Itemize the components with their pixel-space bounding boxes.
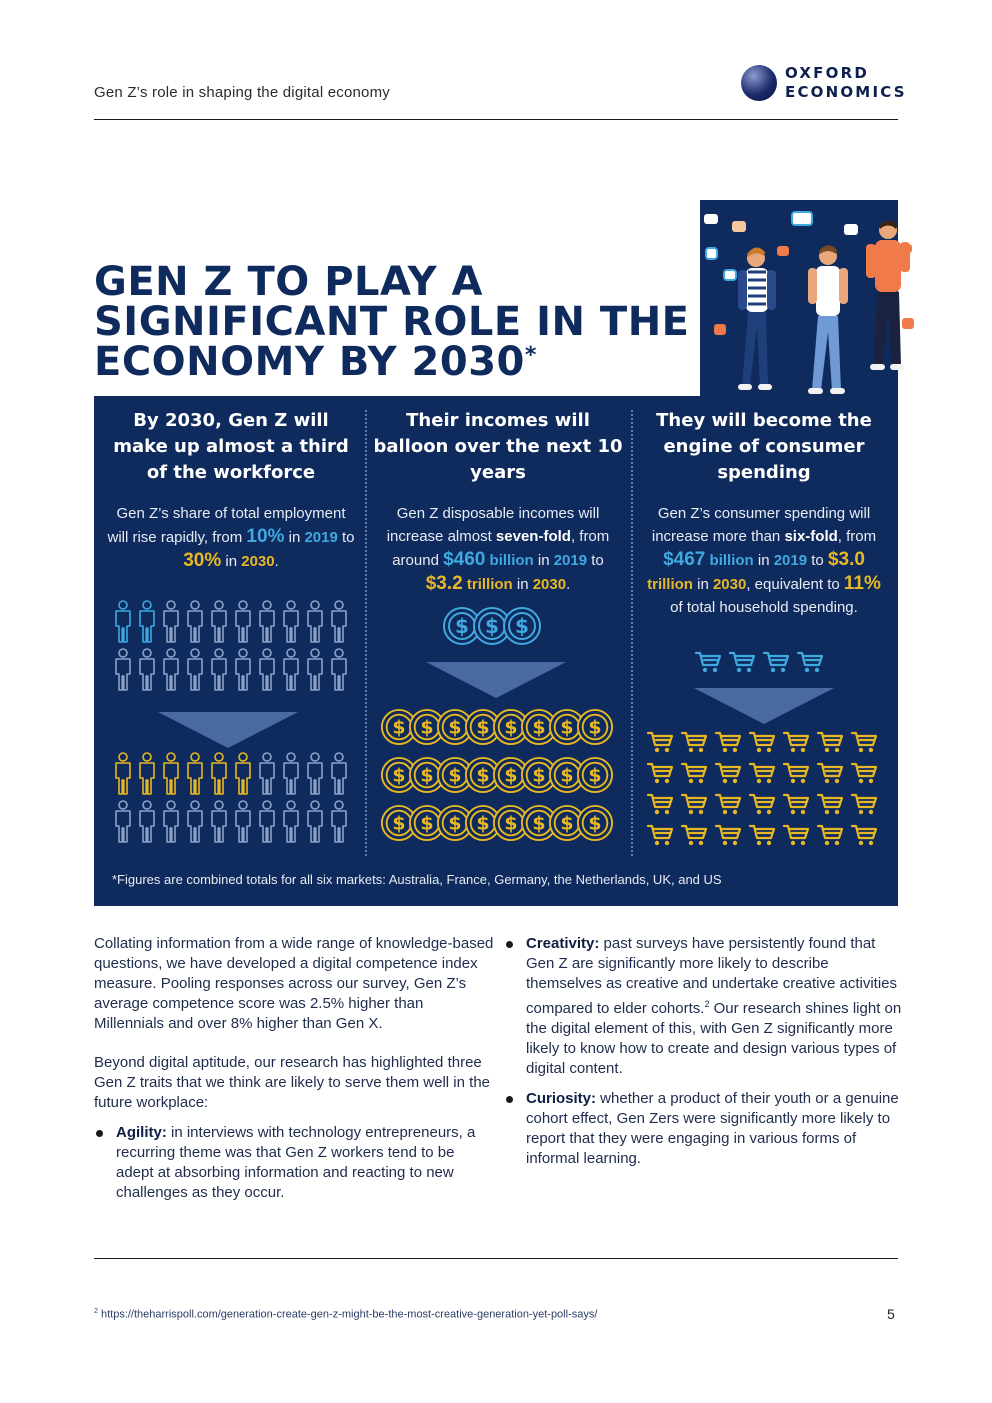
person-icon xyxy=(232,648,254,697)
person-icon xyxy=(232,800,254,849)
svg-text:$: $ xyxy=(448,716,462,739)
coin-icon xyxy=(502,606,542,651)
infographic-panel xyxy=(94,396,898,906)
person-icon xyxy=(112,800,134,849)
cart-icon xyxy=(748,823,776,852)
workforce-2019-grid xyxy=(112,600,352,692)
coin-icon xyxy=(576,756,614,799)
svg-text:$: $ xyxy=(448,764,462,787)
cart-icon xyxy=(796,650,824,679)
cart-icon xyxy=(748,761,776,790)
footnote-link[interactable]: https://theharrispoll.com/generation-create-gen-z-might-be-the-most-creative-generation-yet-poll-says/ xyxy=(100,1308,598,1321)
income-column xyxy=(372,408,624,596)
person-icon xyxy=(112,752,134,801)
column-divider xyxy=(631,410,633,856)
svg-text:$: $ xyxy=(392,812,406,835)
person-icon xyxy=(184,648,206,697)
cart-icon xyxy=(728,650,756,679)
person-icon xyxy=(184,800,206,849)
running-header: Gen Z’s role in shaping the digital economy xyxy=(94,84,390,101)
income-2019-coins xyxy=(442,606,552,650)
cart-icon xyxy=(680,792,708,821)
spending-2030-carts xyxy=(646,730,890,854)
cart-icon xyxy=(782,792,810,821)
svg-text:$: $ xyxy=(504,716,518,739)
person-icon xyxy=(136,648,158,697)
svg-text:$: $ xyxy=(588,764,602,787)
cart-icon xyxy=(850,823,878,852)
person-icon xyxy=(280,648,302,697)
person-icon xyxy=(304,600,326,649)
cart-icon xyxy=(850,792,878,821)
workforce-heading: By 2030, Gen Z will make up almost a third of the workforce xyxy=(113,410,349,483)
spending-heading: They will become the engine of consumer spending xyxy=(656,410,872,483)
page-number: 5 xyxy=(887,1306,895,1322)
hero-title: GEN Z TO PLAY A SIGNIFICANT ROLE IN THE ECONOMY BY 2030* xyxy=(94,259,690,385)
spending-text: Gen Z’s consumer spending will increase more than six-fold, from $467 billion in 2019 to $3.0 trillion in 2030, equivalent to 11% of total household spending. xyxy=(647,505,881,616)
cart-icon xyxy=(782,823,810,852)
footnote: $^2$ https://theharrispoll.com/generation-create-gen-z-might-be-the-most-creative-generation-yet-poll-says/ xyxy=(94,1308,598,1321)
cart-icon xyxy=(680,761,708,790)
person-icon xyxy=(184,752,206,801)
svg-text:$: $ xyxy=(532,764,546,787)
svg-text:$: $ xyxy=(420,812,434,835)
person-icon xyxy=(328,600,350,649)
person-icon xyxy=(328,648,350,697)
bullet-agility: Agility: in interviews with technology entrepreneurs, a recurring theme was that Gen Z workers tend to be adept at absorbing information and reacting to new challenges as they occur. xyxy=(94,1123,494,1203)
person-icon xyxy=(112,648,134,697)
cart-icon xyxy=(816,792,844,821)
person-icon xyxy=(184,600,206,649)
svg-text:$: $ xyxy=(532,812,546,835)
person-icon xyxy=(208,648,230,697)
person-icon xyxy=(136,800,158,849)
down-arrow-icon xyxy=(694,688,834,724)
hero-asterisk: * xyxy=(524,343,537,368)
person-icon xyxy=(304,800,326,849)
cart-icon xyxy=(816,761,844,790)
spending-2019-carts xyxy=(694,650,834,680)
cart-icon xyxy=(782,761,810,790)
cart-icon xyxy=(646,823,674,852)
bullet-creativity: Creativity: past surveys have persistently found that Gen Z are significantly more likely to describe themselves as creative and undertake creative activities compared to elder cohorts.$^2$ Our research shines light on the digital element of this, with Gen Z significantly more likely to know how to create and design various types of digital content. xyxy=(504,934,904,1079)
cart-icon xyxy=(782,730,810,759)
body-right-column xyxy=(504,934,904,1179)
svg-text:$: $ xyxy=(392,764,406,787)
body-paragraph-2: Beyond digital aptitude, our research has highlighted three Gen Z traits that we think are likely to serve them well in the future workplace: xyxy=(94,1054,490,1111)
bullet-curiosity: Curiosity: whether a product of their youth or a genuine cohort effect, Gen Zers were significantly more likely to report that they were engaging in various forms of informal learning. xyxy=(504,1089,904,1169)
svg-text:$: $ xyxy=(504,812,518,835)
down-arrow-icon xyxy=(426,662,566,698)
footnote-ref: 2 xyxy=(704,999,710,1009)
logo-line-2: ECONOMICS xyxy=(785,83,907,101)
cart-icon xyxy=(816,730,844,759)
workforce-column xyxy=(106,408,356,573)
down-arrow-icon xyxy=(158,712,298,748)
cart-icon xyxy=(762,650,790,679)
svg-text:$: $ xyxy=(476,764,490,787)
coin-icon xyxy=(576,708,614,751)
person-icon xyxy=(304,648,326,697)
person-icon xyxy=(232,752,254,801)
person-icon xyxy=(280,752,302,801)
logo-line-1: OXFORD xyxy=(785,64,869,82)
svg-text:$: $ xyxy=(476,812,490,835)
cart-icon xyxy=(680,823,708,852)
person-icon xyxy=(160,752,182,801)
svg-text:$: $ xyxy=(448,812,462,835)
person-icon xyxy=(280,600,302,649)
person-icon xyxy=(136,600,158,649)
person-icon xyxy=(136,752,158,801)
person-icon xyxy=(208,800,230,849)
oxford-economics-logo xyxy=(741,62,907,102)
column-divider xyxy=(365,410,367,856)
cart-icon xyxy=(850,761,878,790)
person-icon xyxy=(304,752,326,801)
svg-text:$: $ xyxy=(560,764,574,787)
body-paragraph-1: Collating information from a wide range of knowledge-based questions, we have developed a digital competence index measure. Pooling responses across our survey, Gen Z’s average competence score was 2.5% higher than Millennials and over 8% higher than Gen X. xyxy=(94,935,494,1032)
cart-icon xyxy=(714,792,742,821)
coin-icon xyxy=(576,804,614,847)
person-icon xyxy=(160,600,182,649)
panel-footnote: *Figures are combined totals for all six markets: Australia, France, Germany, the Netherlands, UK, and US xyxy=(112,872,722,887)
person-icon xyxy=(256,648,278,697)
cart-icon xyxy=(816,823,844,852)
svg-text:$: $ xyxy=(588,716,602,739)
person-icon xyxy=(232,600,254,649)
footer-rule xyxy=(94,1258,898,1259)
cart-icon xyxy=(748,730,776,759)
cart-icon xyxy=(694,650,722,679)
svg-text:$: $ xyxy=(485,614,499,638)
person-icon xyxy=(328,800,350,849)
cart-icon xyxy=(680,730,708,759)
cart-icon xyxy=(748,792,776,821)
svg-text:$: $ xyxy=(532,716,546,739)
cart-icon xyxy=(714,730,742,759)
person-icon xyxy=(208,600,230,649)
body-left-column xyxy=(94,934,494,1213)
header-rule xyxy=(94,119,898,120)
svg-text:$: $ xyxy=(560,716,574,739)
person-icon xyxy=(160,648,182,697)
person-icon xyxy=(160,800,182,849)
person-icon xyxy=(280,800,302,849)
spending-column xyxy=(640,408,888,619)
cart-icon xyxy=(646,792,674,821)
person-icon xyxy=(112,600,134,649)
cart-icon xyxy=(646,730,674,759)
svg-text:$: $ xyxy=(515,614,529,638)
svg-text:$: $ xyxy=(476,716,490,739)
svg-text:$: $ xyxy=(420,716,434,739)
person-icon xyxy=(256,752,278,801)
svg-text:$: $ xyxy=(560,812,574,835)
svg-text:$: $ xyxy=(420,764,434,787)
cart-icon xyxy=(646,761,674,790)
cart-icon xyxy=(850,730,878,759)
cart-icon xyxy=(714,823,742,852)
person-icon xyxy=(256,800,278,849)
svg-text:$: $ xyxy=(392,716,406,739)
workforce-2030-grid xyxy=(112,752,352,844)
person-icon xyxy=(328,752,350,801)
svg-text:$: $ xyxy=(455,614,469,638)
income-2030-coins xyxy=(380,708,624,848)
income-text: Gen Z disposable incomes will increase almost seven-fold, from around $460 billion in 2019 to $3.2 trillion in 2030. xyxy=(386,505,610,594)
svg-text:$: $ xyxy=(588,812,602,835)
workforce-text: Gen Z’s share of total employment will rise rapidly, from 10% in 2019 to 30% in 2030. xyxy=(107,505,355,571)
person-icon xyxy=(256,600,278,649)
svg-text:$: $ xyxy=(504,764,518,787)
cart-icon xyxy=(714,761,742,790)
logo-sphere-icon xyxy=(741,65,777,101)
income-heading: Their incomes will balloon over the next 10 years xyxy=(373,410,623,483)
person-icon xyxy=(208,752,230,801)
